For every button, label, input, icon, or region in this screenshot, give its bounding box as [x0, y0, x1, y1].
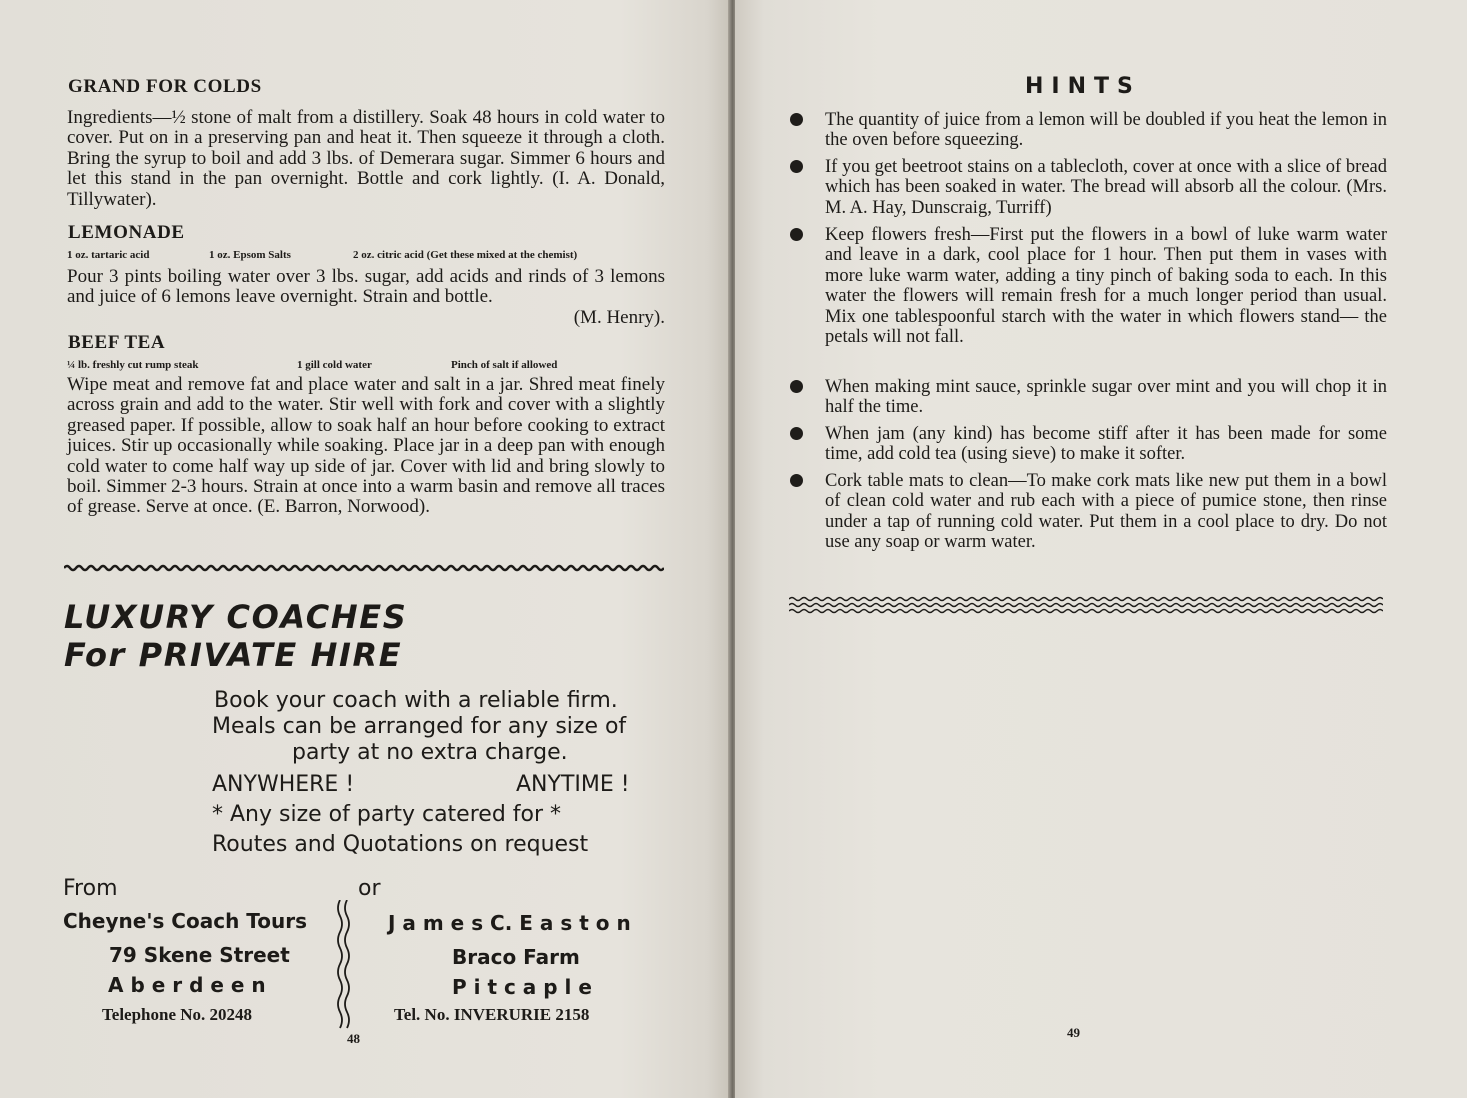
wavy-divider [64, 563, 664, 573]
firm-2-name: J a m e s C. E a s t o n [388, 911, 631, 935]
firm-2-city: P i t c a p l e [452, 975, 592, 999]
advert-or: or [358, 876, 381, 901]
ingredient: 1 oz. Epsom Salts [209, 249, 291, 261]
ingredient: ¼ lb. freshly cut rump steak [67, 359, 199, 371]
firm-1-city: A b e r d e e n [108, 973, 266, 997]
firm-2-telephone: Tel. No. INVERURIE 2158 [394, 1005, 590, 1024]
advert-headline-luxury-coaches: LUXURY COACHES [64, 598, 408, 636]
recipe-credit: (M. Henry). [573, 306, 665, 328]
recipe-title-beef-tea: BEEF TEA [68, 332, 166, 353]
firm-1-telephone: Telephone No. 20248 [102, 1005, 253, 1024]
advert-line: Book your coach with a reliable firm. [214, 688, 618, 713]
bullet-icon [790, 160, 803, 173]
ingredient: 2 oz. citric acid (Get these mixed at the chemist) [353, 249, 578, 261]
recipe-text: Pour 3 pints boiling water over 3 lbs. sugar, add acids and rinds of 3 lemons and juice of 6 lemons leave overnight. Strain and bottle. [67, 266, 665, 308]
advert-anytime: ANYTIME ! [516, 772, 630, 797]
wavy-divider [789, 595, 1383, 615]
bullet-icon [790, 474, 803, 487]
advert-line: Routes and Quotations on request [212, 832, 589, 857]
recipe-body-lemonade [67, 267, 665, 328]
advert-anywhere: ANYWHERE ! [212, 772, 355, 797]
advert-line: Meals can be arranged for any size of [212, 714, 627, 739]
ingredient: 1 gill cold water [297, 359, 372, 371]
recipe-title-grand-for-colds: GRAND FOR COLDS [68, 76, 262, 97]
bullet-icon [790, 380, 803, 393]
left-page [0, 0, 730, 1098]
right-page [735, 0, 1467, 1098]
hint-item: When jam (any kind) has become stiff after it has been made for some time, add cold tea (using sieve) to make it softer. [825, 424, 1387, 465]
advert-line: party at no extra charge. [292, 740, 568, 765]
ingredient: 1 oz. tartaric acid [67, 249, 150, 261]
bullet-icon [790, 113, 803, 126]
firm-1-name: Cheyne's Coach Tours [63, 909, 308, 933]
recipe-body-grand-for-colds: Ingredients—½ stone of malt from a distillery. Soak 48 hours in cold water to cover. Put on in a preserving pan and heat it. Then squeeze it through a cloth. Bring the syrup to boil and add 3 lbs. of Demerara sugar. Simmer 6 hours and let this stand in the pan overnight. Bottle and cork lightly. (I. A. Donald, Tillywater). [67, 107, 665, 210]
hints-title: HINTS [1025, 74, 1141, 99]
ingredient: Pinch of salt if allowed [451, 359, 558, 371]
bullet-icon [790, 228, 803, 241]
squiggle-separator [334, 900, 354, 1032]
page-number-right: 49 [1067, 1025, 1080, 1040]
hint-item: The quantity of juice from a lemon will be doubled if you heat the lemon in the oven before squeezing. [825, 110, 1387, 151]
hint-item: Keep flowers fresh—First put the flowers in a bowl of luke warm water and leave in a dark, cool place for 1 hour. Then put them in vases with more luke warm water, adding a tiny pinch of baking soda to each. In this water the flowers will remain fresh for a much longer period than usual. Mix one tablespoonful starch with the water in which flowers stand— the petals will not fall. [825, 225, 1387, 348]
advert-line: * Any size of party catered for * [212, 802, 562, 827]
hint-item: When making mint sauce, sprinkle sugar over mint and you will chop it in half the time. [825, 377, 1387, 418]
firm-2-address: Braco Farm [452, 945, 580, 969]
advert-from: From [63, 876, 118, 901]
page-number-left: 48 [347, 1031, 360, 1046]
recipe-title-lemonade: LEMONADE [68, 222, 185, 243]
bullet-icon [790, 427, 803, 440]
recipe-body-beef-tea: Wipe meat and remove fat and place water and salt in a jar. Shred meat finely across grain and add to the water. Stir well with fork and cover with a slightly greased paper. If possible, allow to soak half an hour before cooking to extract juices. Stir up occasionally while soaking. Place jar in a deep pan with enough cold water to come half way up side of jar. Cover with lid and bring slowly to boil. Simmer 2-3 hours. Strain at once into a warm basin and remove all traces of grease. Serve at once. (E. Barron, Norwood). [67, 374, 665, 518]
advert-headline-private-hire: For PRIVATE HIRE [64, 636, 403, 674]
firm-1-address: 79 Skene Street [109, 943, 290, 967]
hint-item: If you get beetroot stains on a tablecloth, cover at once with a slice of bread which has been soaked in water. The bread will absorb all the colour. (Mrs. M. A. Hay, Dunscraig, Turriff) [825, 157, 1387, 218]
hint-item: Cork table mats to clean—To make cork mats like new put them in a bowl of clean cold water and rub each with a piece of pumice stone, then rinse under a tap of running cold water. Put them in a cool place to dry. Do not use any soap or warm water. [825, 471, 1387, 553]
